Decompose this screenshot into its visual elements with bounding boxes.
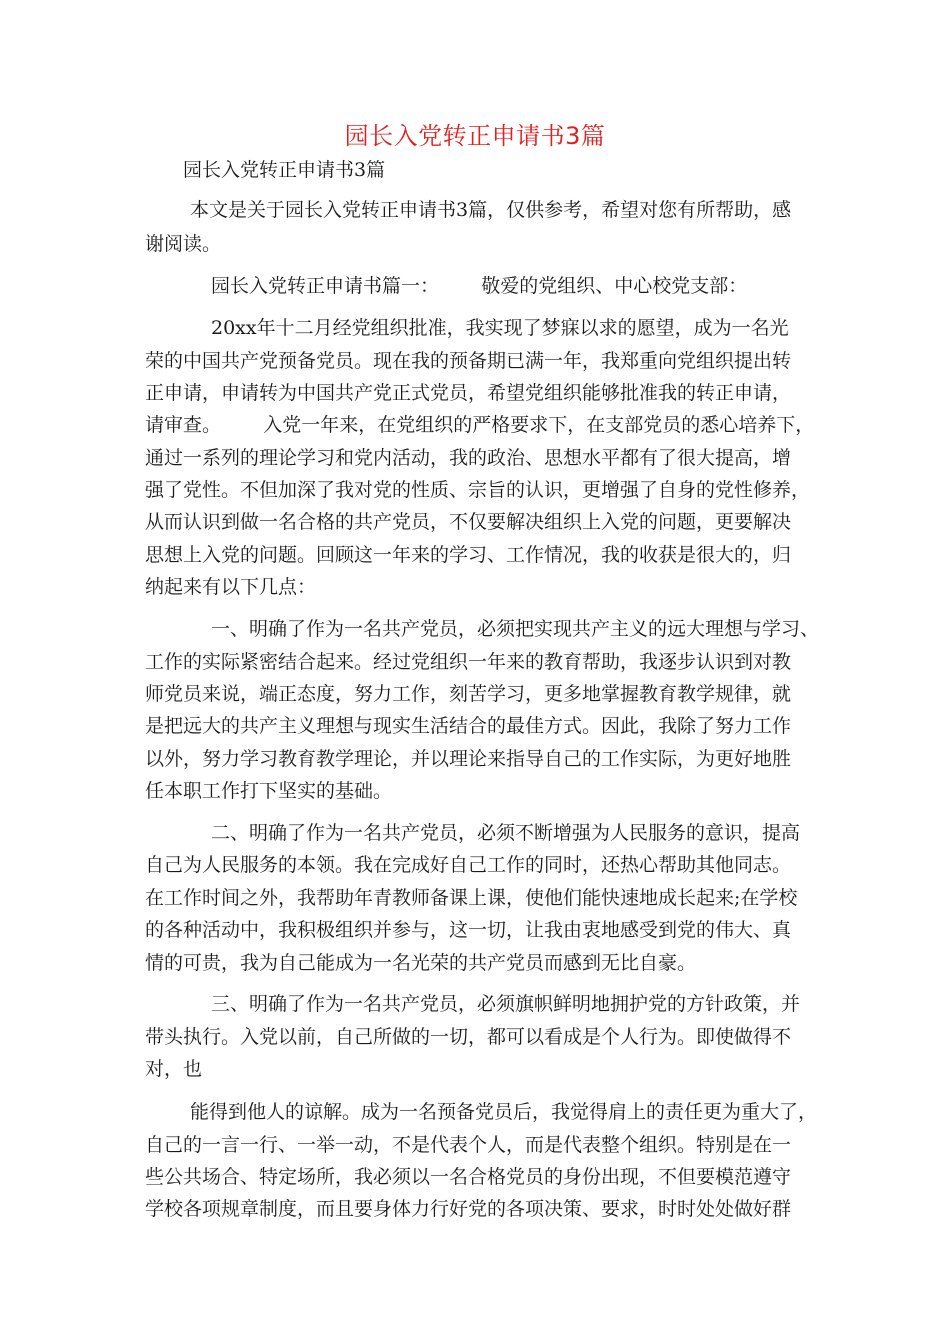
point-two-line: 二、明确了作为一名共产党员，必须不断增强为人民服务的意识，提高 [211, 822, 801, 844]
paragraph-line: 思想上入党的问题。回顾这一年来的学习、工作情况，我的收获是很大的，归 [145, 544, 792, 566]
point-one-line: 以外，努力学习教育教学理论，并以理论来指导自己的工作实际，为更好地胜 [145, 748, 792, 770]
paragraph-line: 20xx年十二月经党组织批准，我实现了梦寐以求的愿望，成为一名光 [211, 317, 789, 339]
continuation-line: 自己的一言一行、一举一动，不是代表个人，而是代表整个组织。特别是在一 [145, 1134, 792, 1156]
point-two-line: 的各种活动中，我积极组织并参与，这一切，让我由衷地感受到党的伟大、真 [145, 919, 792, 941]
intro-line: 本文是关于园长入党转正申请书3篇，仅供参考，希望对您有所帮助，感 [190, 199, 792, 221]
point-three-line: 三、明确了作为一名共产党员，必须旗帜鲜明地拥护党的方针政策，并 [211, 993, 801, 1015]
document-subtitle: 园长入党转正申请书3篇 [183, 159, 386, 181]
continuation-line: 些公共场合、特定场所，我必须以一名合格党员的身份出现，不但要模范遵守 [145, 1166, 792, 1188]
paragraph-line: 正申请，申请转为中国共产党正式党员，希望党组织能够批准我的转正申请， [145, 382, 792, 404]
continuation-line: 能得到他人的谅解。成为一名预备党员后，我觉得肩上的责任更为重大了， [190, 1101, 818, 1123]
point-one-line: 是把远大的共产主义理想与现实生活结合的最佳方式。因此，我除了努力工作 [145, 715, 792, 737]
point-one-line: 一、明确了作为一名共产党员，必须把实现共产主义的远大理想与学习、 [211, 618, 820, 640]
point-three-line: 对，也 [145, 1058, 203, 1080]
point-two-line: 在工作时间之外，我帮助年青教师备课上课，使他们能快速地成长起来;在学校 [145, 887, 798, 909]
point-two-line: 情的可贵，我为自己能成为一名光荣的共产党员而感到无比自豪。 [145, 952, 697, 974]
point-two-line: 自己为人民服务的本领。我在完成好自己工作的同时，还热心帮助其他同志。 [145, 854, 792, 876]
paragraph-line: 通过一系列的理论学习和党内活动，我的政治、思想水平都有了很大提高，增 [145, 447, 792, 469]
paragraph-line: 从而认识到做一名合格的共产党员，不仅要解决组织上入党的问题，更要解决 [145, 511, 792, 533]
point-one-line: 任本职工作打下坚实的基础。 [145, 780, 393, 802]
point-one-line: 工作的实际紧密结合起来。经过党组织一年来的教育帮助，我逐步认识到对教 [145, 651, 792, 673]
continuation-line: 学校各项规章制度，而且要身体力行好党的各项决策、要求，时时处处做好群 [145, 1198, 792, 1220]
paragraph-line: 荣的中国共产党预备党员。现在我的预备期已满一年，我郑重向党组织提出转 [145, 350, 792, 372]
document-title: 园长入党转正申请书3篇 [344, 122, 606, 150]
point-one-line: 师党员来说，端正态度，努力工作，刻苦学习，更多地掌握教育教学规律，就 [145, 683, 792, 705]
section-heading: 园长入党转正申请书篇一： 敬爱的党组织、中心校党支部： [211, 275, 748, 297]
paragraph-line: 纳起来有以下几点： [145, 576, 317, 598]
point-three-line: 带头执行。入党以前，自己所做的一切，都可以看成是个人行为。即使做得不 [145, 1026, 792, 1048]
paragraph-line: 请审查。 入党一年来，在党组织的严格要求下，在支部党员的悉心培养下， [145, 414, 815, 436]
intro-line: 谢阅读。 [145, 233, 222, 255]
paragraph-line: 强了党性。不但加深了我对党的性质、宗旨的认识，更增强了自身的党性修养， [145, 479, 811, 501]
